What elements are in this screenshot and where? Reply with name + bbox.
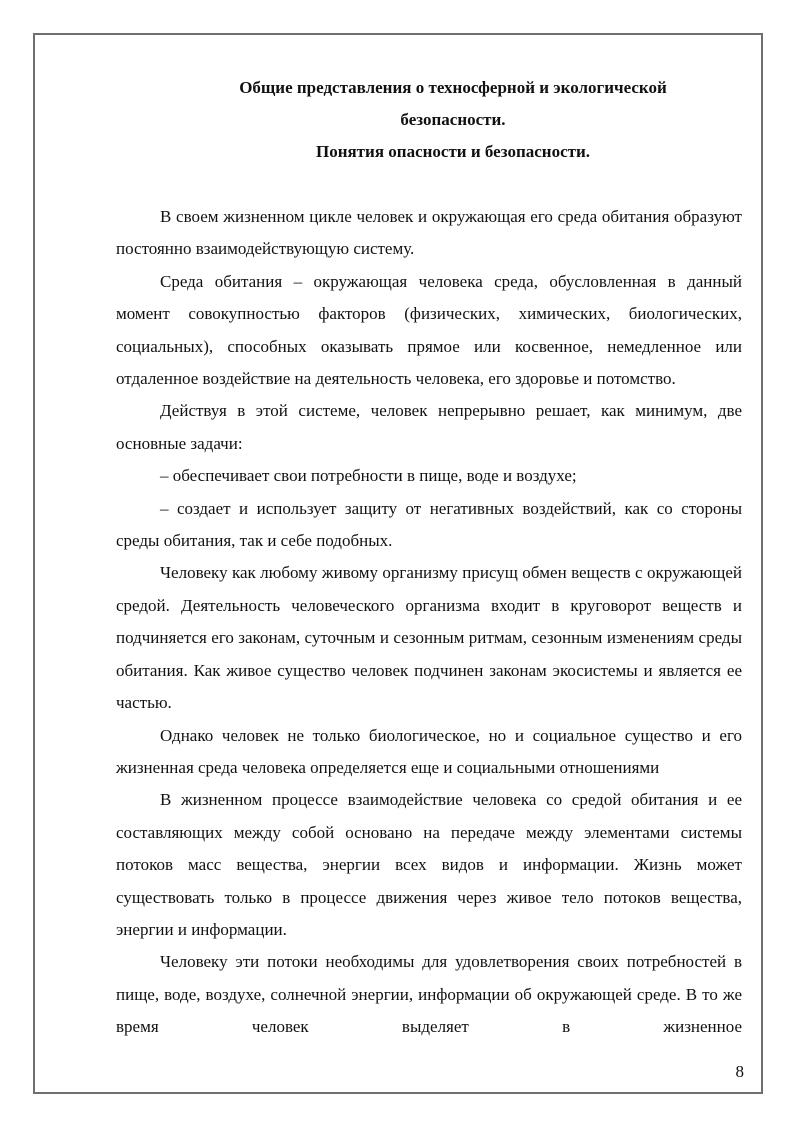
document-body xyxy=(116,201,742,1044)
paragraph: Человеку эти потоки необходимы для удовлетворения своих потребностей в пище, воде, воздухе, солнечной энергии, информации об окружающей среде. В то же время человек выделяет в жизненное xyxy=(116,952,742,1037)
paragraph: Человеку как любому живому организму присущ обмен веществ с окружающей средой. Деятельность человеческого организма входит в круговорот веществ и подчиняется его законам, суточным и сезонным ритмам, сезонным изменениям среды обитания. Как живое существо человек подчинен законам экосистемы и является ее частью. xyxy=(116,563,742,713)
heading-line-3: Понятия опасности и безопасности. xyxy=(315,142,591,161)
paragraph: В своем жизненном цикле человек и окружающая его среда обитания образуют постоянно взаимодействующую систему. xyxy=(116,207,742,259)
list-item: – обеспечивает свои потребности в пище, воде и воздухе; xyxy=(160,466,577,486)
paragraph: Однако человек не только биологическое, но и социальное существо и его жизненная среда человека определяется еще и социальными отношениями xyxy=(116,725,742,777)
paragraph: Среда обитания – окружающая человека среда, обусловленная в данный момент совокупностью факторов (физических, химических, биологических, социальных), способных оказывать прямое или косвенное, немедленное или отдаленное воздействие на деятельность человека, его здоровье и потомство. xyxy=(116,271,742,389)
page-number: 8 xyxy=(735,1062,744,1081)
document-heading xyxy=(120,72,786,168)
paragraph: Действуя в этой системе, человек непрерывно решает, как минимум, две основные задачи: xyxy=(116,401,742,453)
paragraph: В жизненном процессе взаимодействие человека со средой обитания и ее составляющих между собой основано на передаче между элементами системы потоков масс вещества, энергии всех видов и информации. Жизнь может существовать только в процессе движения через живое тело потоков вещества, энергии и информации. xyxy=(116,790,742,939)
list-item: – создает и использует защиту от негативных воздействий, как со стороны среды обитания, так и себе подобных. xyxy=(116,498,742,551)
heading-line-1: Общие представления о техносферной и экологической xyxy=(239,78,667,97)
heading-line-2: безопасности. xyxy=(400,110,506,129)
